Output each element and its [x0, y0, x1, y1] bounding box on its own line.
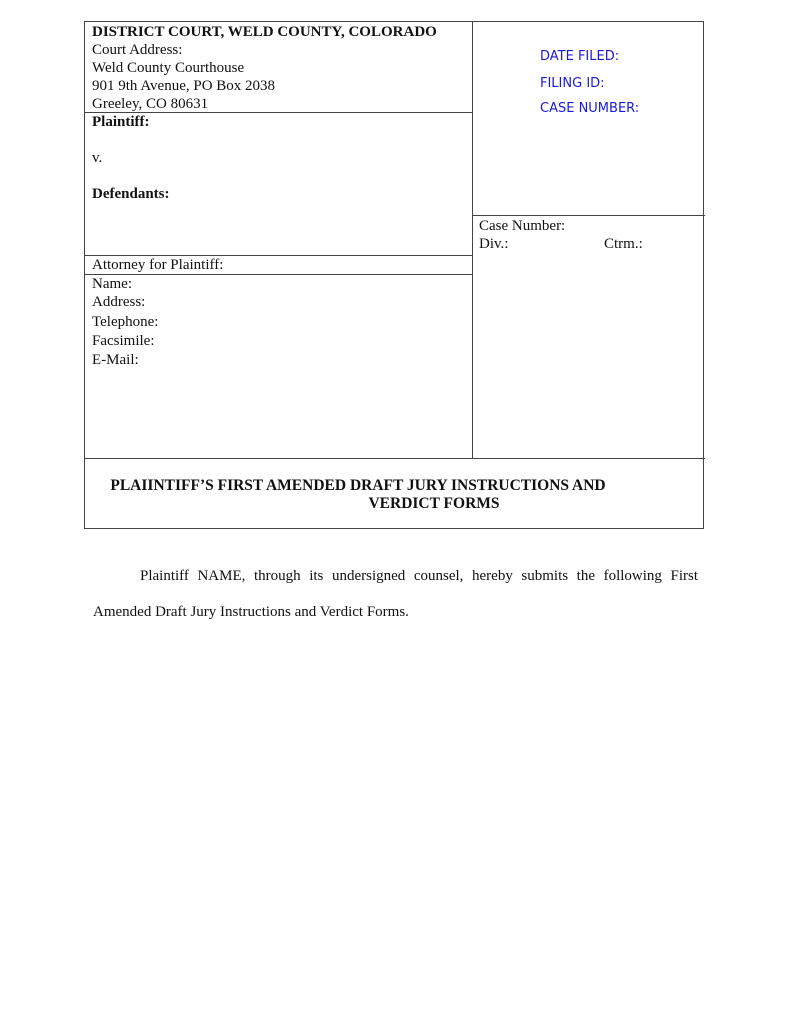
- attorney-heading: Attorney for Plaintiff:: [92, 257, 224, 273]
- div-label: Div.:: [479, 236, 509, 252]
- attorney-email-label: E-Mail:: [92, 352, 139, 368]
- body-paragraph-line2: Amended Draft Jury Instructions and Verdict Forms.: [93, 604, 409, 620]
- court-street: 901 9th Avenue, PO Box 2038: [92, 78, 276, 94]
- body-paragraph-line1: Plaintiff NAME, through its undersigned counsel, hereby submits the following First: [140, 568, 698, 584]
- attorney-facsimile-label: Facsimile:: [92, 333, 155, 349]
- attorney-name-label: Name:: [92, 276, 132, 292]
- attorney-telephone-label: Telephone:: [92, 314, 159, 330]
- court-address-label: Court Address:: [92, 42, 183, 58]
- document-title-line2: VERDICT FORMS: [368, 495, 500, 512]
- case-number-stamp: CASE NUMBER:: [540, 101, 640, 116]
- court-city: Greeley, CO 80631: [92, 96, 209, 112]
- court-name: DISTRICT COURT, WELD COUNTY, COLORADO: [92, 24, 437, 40]
- filing-id-stamp: FILING ID:: [540, 76, 605, 91]
- caption-box: [84, 21, 704, 529]
- case-number-label: Case Number:: [479, 218, 566, 234]
- attorney-heading-divider: [85, 274, 472, 275]
- title-section-divider: [85, 458, 705, 459]
- stamp-section-divider: [472, 215, 705, 216]
- courthouse-name: Weld County Courthouse: [92, 60, 245, 76]
- column-divider: [472, 22, 473, 458]
- document-title-line1: PLAIINTIFF’S FIRST AMENDED DRAFT JURY INSTRUCTIONS AND: [110, 477, 606, 494]
- attorney-address-label: Address:: [92, 294, 146, 310]
- ctrm-label: Ctrm.:: [604, 236, 643, 252]
- date-filed-stamp: DATE FILED:: [540, 49, 620, 64]
- defendants-label: Defendants:: [92, 186, 170, 202]
- plaintiff-label: Plaintiff:: [92, 114, 150, 130]
- versus-label: v.: [92, 150, 103, 166]
